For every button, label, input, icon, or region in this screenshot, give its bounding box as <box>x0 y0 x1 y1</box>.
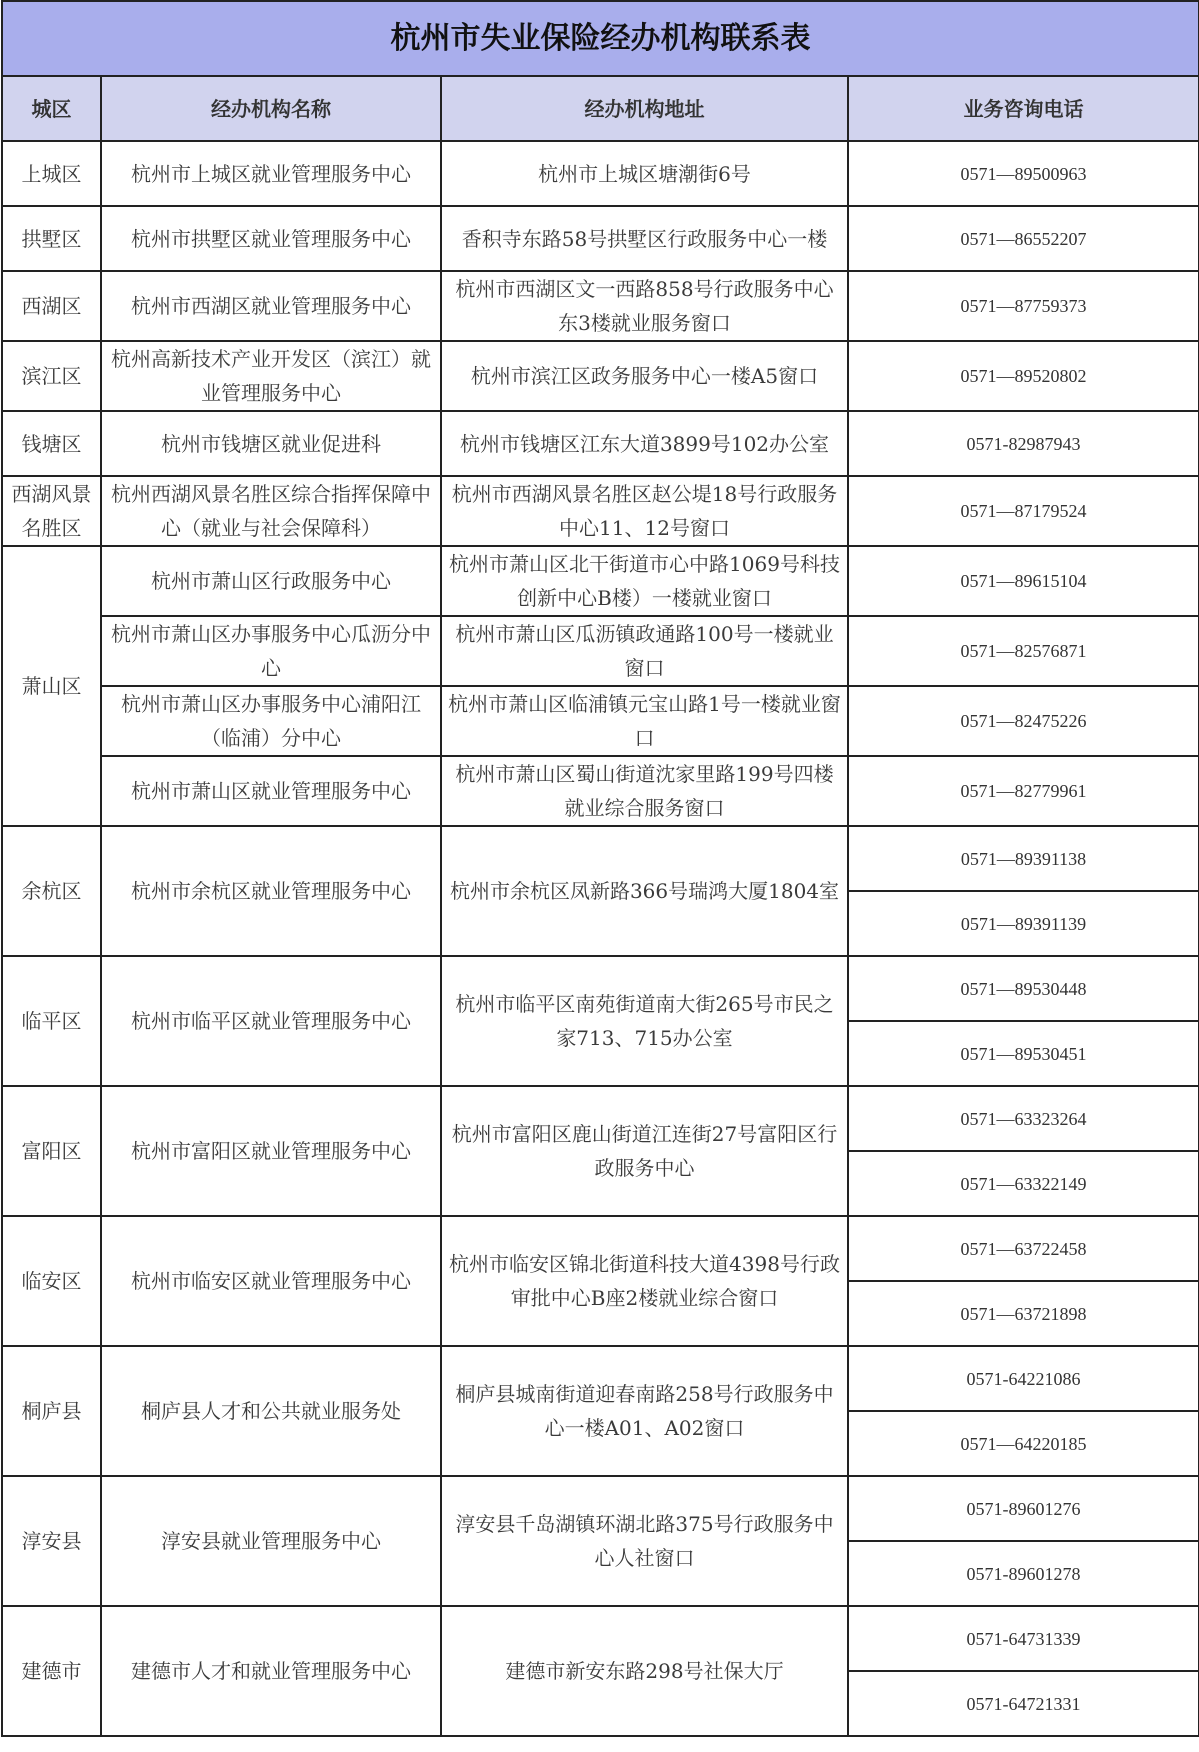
table-row <box>2 341 1199 411</box>
agency-address-cell: 杭州市西湖区文一西路858号行政服务中心东3楼就业服务窗口 <box>441 271 848 341</box>
agency-address-cell: 杭州市滨江区政务服务中心一楼A5窗口 <box>441 341 848 411</box>
phone-cell: 0571-89601278 <box>848 1541 1199 1606</box>
phone-cell: 0571—63322149 <box>848 1151 1199 1216</box>
agency-name-cell: 杭州市临平区就业管理服务中心 <box>101 956 441 1086</box>
district-cell: 建德市 <box>2 1606 101 1736</box>
phone-cell: 0571-64721331 <box>848 1671 1199 1736</box>
phone-cell: 0571—89500963 <box>848 141 1199 206</box>
district-cell: 临安区 <box>2 1216 101 1346</box>
agency-name-cell: 杭州市富阳区就业管理服务中心 <box>101 1086 441 1216</box>
phone-cell: 0571-64221086 <box>848 1346 1199 1411</box>
table-row <box>2 476 1199 546</box>
table-row <box>2 141 1199 206</box>
agency-address-cell: 杭州市萧山区瓜沥镇政通路100号一楼就业窗口 <box>441 616 848 686</box>
table-row <box>2 411 1199 476</box>
phone-cell: 0571—89520802 <box>848 341 1199 411</box>
table-title: 杭州市失业保险经办机构联系表 <box>2 1 1199 76</box>
phone-cell: 0571-89601276 <box>848 1476 1199 1541</box>
table-row <box>2 956 1199 1021</box>
district-cell: 西湖区 <box>2 271 101 341</box>
agency-name-cell: 杭州高新技术产业开发区（滨江）就业管理服务中心 <box>101 341 441 411</box>
phone-cell: 0571—89615104 <box>848 546 1199 616</box>
table-row <box>2 686 1199 756</box>
agency-name-cell: 淳安县就业管理服务中心 <box>101 1476 441 1606</box>
agency-name-cell: 杭州市西湖区就业管理服务中心 <box>101 271 441 341</box>
table-row <box>2 826 1199 891</box>
phone-cell: 0571—89530451 <box>848 1021 1199 1086</box>
agency-name-cell: 杭州市萧山区行政服务中心 <box>101 546 441 616</box>
agency-address-cell: 桐庐县城南街道迎春南路258号行政服务中心一楼A01、A02窗口 <box>441 1346 848 1476</box>
agency-name-cell: 桐庐县人才和公共就业服务处 <box>101 1346 441 1476</box>
agency-address-cell: 淳安县千岛湖镇环湖北路375号行政服务中心人社窗口 <box>441 1476 848 1606</box>
district-cell: 余杭区 <box>2 826 101 956</box>
agency-address-cell: 杭州市萧山区北干街道市心中路1069号科技创新中心B楼）一楼就业窗口 <box>441 546 848 616</box>
header-district: 城区 <box>2 76 101 141</box>
district-cell: 西湖风景名胜区 <box>2 476 101 546</box>
agency-address-cell: 杭州市临平区南苑街道南大街265号市民之家713、715办公室 <box>441 956 848 1086</box>
phone-cell: 0571—82779961 <box>848 756 1199 826</box>
header-agency-address: 经办机构地址 <box>441 76 848 141</box>
table-row <box>2 1476 1199 1541</box>
table-row <box>2 1606 1199 1671</box>
district-cell: 富阳区 <box>2 1086 101 1216</box>
phone-cell: 0571—89391139 <box>848 891 1199 956</box>
phone-cell: 0571—82576871 <box>848 616 1199 686</box>
table-row <box>2 271 1199 341</box>
agency-address-cell: 杭州市余杭区凤新路366号瑞鸿大厦1804室 <box>441 826 848 956</box>
agency-name-cell: 杭州市临安区就业管理服务中心 <box>101 1216 441 1346</box>
table-row <box>2 756 1199 826</box>
title-row <box>2 1 1199 76</box>
table-row <box>2 1216 1199 1281</box>
header-row <box>2 76 1199 141</box>
agency-name-cell: 杭州市萧山区就业管理服务中心 <box>101 756 441 826</box>
agency-address-cell: 杭州市上城区塘潮街6号 <box>441 141 848 206</box>
header-agency-name: 经办机构名称 <box>101 76 441 141</box>
agency-name-cell: 杭州市钱塘区就业促进科 <box>101 411 441 476</box>
district-cell: 上城区 <box>2 141 101 206</box>
agency-address-cell: 杭州市西湖风景名胜区赵公堤18号行政服务中心11、12号窗口 <box>441 476 848 546</box>
phone-cell: 0571—89530448 <box>848 956 1199 1021</box>
agency-name-cell: 杭州市余杭区就业管理服务中心 <box>101 826 441 956</box>
agency-address-cell: 杭州市钱塘区江东大道3899号102办公室 <box>441 411 848 476</box>
phone-cell: 0571-82987943 <box>848 411 1199 476</box>
district-cell: 滨江区 <box>2 341 101 411</box>
district-cell: 临平区 <box>2 956 101 1086</box>
agency-address-cell: 香积寺东路58号拱墅区行政服务中心一楼 <box>441 206 848 271</box>
phone-cell: 0571—63323264 <box>848 1086 1199 1151</box>
agency-address-cell: 杭州市萧山区临浦镇元宝山路1号一楼就业窗口 <box>441 686 848 756</box>
phone-cell: 0571-64731339 <box>848 1606 1199 1671</box>
phone-cell: 0571—87759373 <box>848 271 1199 341</box>
agency-name-cell: 建德市人才和就业管理服务中心 <box>101 1606 441 1736</box>
district-cell: 钱塘区 <box>2 411 101 476</box>
phone-cell: 0571—87179524 <box>848 476 1199 546</box>
header-phone: 业务咨询电话 <box>848 76 1199 141</box>
district-cell: 拱墅区 <box>2 206 101 271</box>
agency-name-cell: 杭州西湖风景名胜区综合指挥保障中心（就业与社会保障科） <box>101 476 441 546</box>
phone-cell: 0571—63722458 <box>848 1216 1199 1281</box>
agency-address-cell: 建德市新安东路298号社保大厅 <box>441 1606 848 1736</box>
district-cell: 萧山区 <box>2 546 101 826</box>
district-cell: 淳安县 <box>2 1476 101 1606</box>
agency-name-cell: 杭州市拱墅区就业管理服务中心 <box>101 206 441 271</box>
agency-address-cell: 杭州市富阳区鹿山街道江连街27号富阳区行政服务中心 <box>441 1086 848 1216</box>
agency-name-cell: 杭州市萧山区办事服务中心瓜沥分中心 <box>101 616 441 686</box>
table-row <box>2 206 1199 271</box>
table-row <box>2 1086 1199 1151</box>
phone-cell: 0571—82475226 <box>848 686 1199 756</box>
agency-name-cell: 杭州市萧山区办事服务中心浦阳江（临浦）分中心 <box>101 686 441 756</box>
table-row <box>2 616 1199 686</box>
table-row <box>2 1346 1199 1411</box>
phone-cell: 0571—89391138 <box>848 826 1199 891</box>
phone-cell: 0571—63721898 <box>848 1281 1199 1346</box>
phone-cell: 0571—64220185 <box>848 1411 1199 1476</box>
phone-cell: 0571—86552207 <box>848 206 1199 271</box>
contact-table <box>1 0 1199 1737</box>
agency-address-cell: 杭州市萧山区蜀山街道沈家里路199号四楼就业综合服务窗口 <box>441 756 848 826</box>
table-row <box>2 546 1199 616</box>
agency-name-cell: 杭州市上城区就业管理服务中心 <box>101 141 441 206</box>
district-cell: 桐庐县 <box>2 1346 101 1476</box>
agency-address-cell: 杭州市临安区锦北街道科技大道4398号行政审批中心B座2楼就业综合窗口 <box>441 1216 848 1346</box>
